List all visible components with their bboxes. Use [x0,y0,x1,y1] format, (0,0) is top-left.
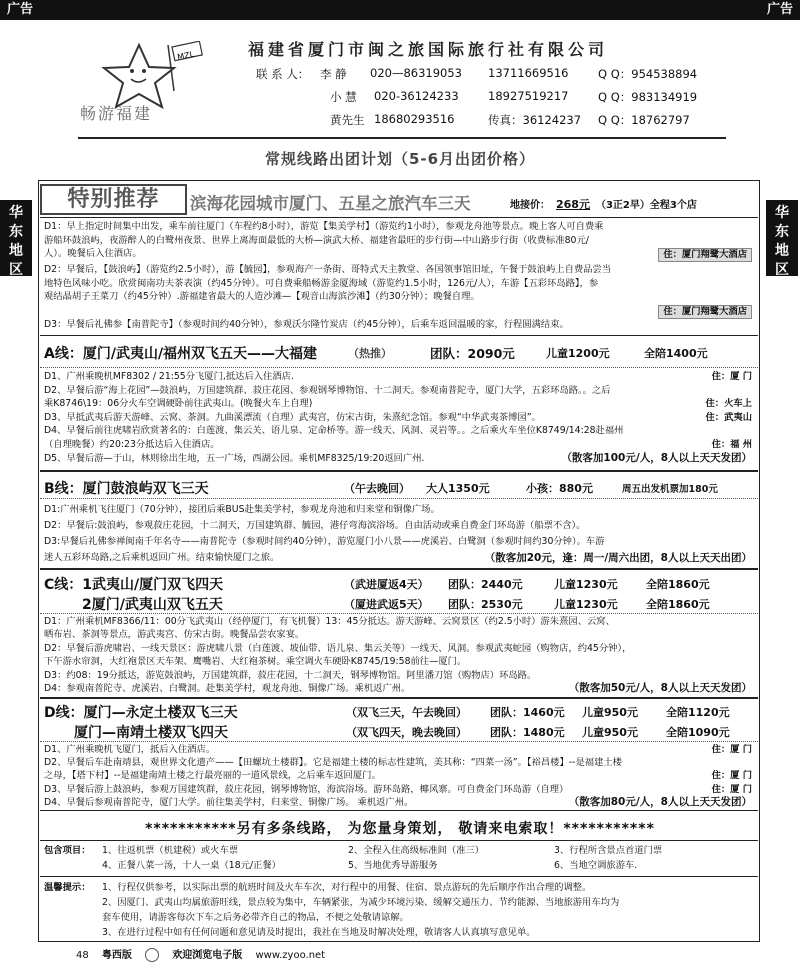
itinerary-text: D4、早餐后参观南普陀寺，厦门大学。前往集美学村，归来堂、铜像广场。 乘机返广州。 [44,796,414,808]
ad-label-left: 广告 [7,2,34,17]
line-b-note: 周五出发机票加180元 [622,484,718,495]
line-d-team-2: 团队：1480元 [490,726,565,739]
divider [40,697,758,699]
itinerary-note: （散客加100元/人，8人以上天天发团） [561,451,752,464]
line-b-header [44,478,718,498]
more-routes-banner: ***********另有多条线路， 为您量身策划， 敬请来电索取！*********** [145,821,655,837]
itinerary-text: 乘K8746\19：06分火车空调硬卧前往武夷山。(晚餐火车上自理) [44,398,313,410]
divider [40,613,758,614]
line-c-team-2: 团队：2530元 [448,598,523,611]
include-label: 包含项目： [44,845,91,856]
itinerary-row [44,452,756,466]
logo-text: 畅游福建 [80,104,153,123]
contact-tel: 18680293516 [374,112,455,126]
side-char: 东 [775,224,789,240]
contact-name: 黄先生 [330,113,365,127]
itinerary-row [44,397,756,411]
side-char: 区 [9,262,23,278]
itinerary-row [44,438,756,452]
line-c-header-2 [44,594,710,614]
line-d-header [44,702,730,722]
contact-qq: Q Q：954538894 [598,67,698,81]
line-c-name-1: C线：1武夷山/厦门双飞四天 [44,577,224,593]
line-d-header-2 [44,722,730,742]
side-char: 地 [775,243,789,259]
text-line: D2：早餐后，【鼓浪屿】（游览约2.5小时），游【毓园】，参观海产一条街、哥特式天主教堂、各国领事馆旧址，午餐于鼓浪屿上自费品尝当 [44,264,612,275]
itinerary-note: 住：厦 门 [711,770,752,782]
itinerary-note: 住：厦 门 [711,371,752,382]
edition-label: 粤西版 [101,950,132,961]
itinerary-row [44,502,756,518]
line-a-child: 儿童1200元 [546,347,610,360]
itinerary-note: （散客加80元/人，8人以上天天发团） [568,795,752,808]
itinerary-text: D2：早餐后游虎啸岩、一线天景区：游虎啸八景（白莲渡、坡仙带、语儿泉、集云关等）一线天、风洞。参观武夷蛇园（购物店，约45分钟）， [44,642,632,654]
itinerary-row [44,411,756,425]
itinerary-text: D3、早抵武夷后游天游峰、云窝、茶洞。九曲溪漂流（自理）武夷宫，仿宋古街，朱熹纪念馆。参观“中华武夷茶博园”。 [44,411,541,423]
itinerary-text: 晒布岩、茶洞等景点，游武夷宫、仿宋古街。晚餐品尝农家宴。 [44,629,305,641]
special-d2 [44,263,756,317]
company-name: 福建省厦门市闽之旅国际旅行社有限公司 [248,40,609,59]
page-title: 常规线路出团计划（5-6月出团价格） [264,150,536,168]
contact-tel: 020-36124233 [374,89,459,103]
line-d-rows [44,743,756,809]
divider [40,876,758,877]
itinerary-text: （自理晚餐）约20:23分抵达后入住酒店。 [44,438,220,450]
brand-circle-icon [145,948,159,962]
line-a-header [44,343,708,363]
itinerary-row [44,384,756,398]
tip-item: 1、行程仅供参考，以实际出票的航班时间及火车车次，对行程中的用餐、住宿、景点游玩的先后顺序作出合理的调整。 [102,882,592,893]
text-line: 人）。晚餐后入住酒店。 [44,248,142,260]
itinerary-text: D1、广州乘晚机MF8302 / 21:55分飞厦门,抵达后入住酒店. [44,371,294,382]
itinerary-row [44,550,756,566]
divider [40,568,758,570]
line-c-rows [44,615,756,695]
contact-name: 李 静 [320,67,347,81]
itinerary-row [44,518,756,534]
line-d-name-2: 厦门—南靖土楼双飞四天 [74,725,228,741]
text-line: D1：早上指定时间集中出发，乘车前往厦门（车程约8小时），游览【集美学村】（游览约1小时），参观龙舟池等景点。晚上客人可自费乘 [44,221,604,232]
special-title: 滨海花园城市厦门、五星之旅汽车三天 [190,194,471,213]
line-b-child: 小孩：880元 [526,482,593,495]
contact-fax: 传真：36124237 [488,113,582,127]
hotel-badge: 住：厦门翔鹭大酒店 [658,305,752,319]
itinerary-row [44,796,756,809]
line-b-tag: （午去晚回） [344,482,410,495]
itinerary-text: D3、早餐后游上鼓浪屿，参观万国建筑群，菽庄花园，钢琴博物馆，海滨浴场。游环岛路，椰风寨。可自费金门环岛游（自理） [44,783,569,795]
side-char: 东 [9,224,23,240]
price-tail: （3正2早）全程3个店 [595,200,697,211]
itinerary-text: 下午游水帘洞，大红袍景区天车架、鹰嘴岩、大红袍茶树。乘空调火车硬卧K8745/19:58前往—厦门。 [44,656,467,668]
line-d-team-1: 团队：1460元 [490,706,565,719]
itinerary-text: D1、广州乘晚机飞厦门，抵后入住酒店。 [44,744,216,755]
line-d-full-2: 全陪1090元 [666,726,730,739]
divider [40,741,758,742]
itinerary-text: D1:广州乘机飞往厦门（70分钟），接团后乘BUS赴集美学村，参观龙舟池和归来堂和铜像广场。 [44,504,440,515]
itinerary-note: 住：火车上 [705,398,752,410]
itinerary-text: 迷人五彩环岛路,之后乘机返回广州。结束愉快厦门之旅。 [44,552,280,563]
special-d3: D3：早餐后礼佛参【南普陀寺】（参观时间约40分钟），参观沃尔隆竹炭店（约45分钟），后乘车返回温暖的家，行程圆满结束。 [44,319,569,330]
ad-label-right: 广告 [766,2,793,17]
itinerary-note: （散客加50元/人，8人以上天天发团） [568,682,752,695]
contact-mobile: 18927519217 [488,89,569,103]
line-c-tag-1: （武进厦返4天） [344,578,429,591]
itinerary-row [44,615,756,628]
tip-item: 3、在进行过程中如有任何问题和意见请及时提出，我社在当地及时解决处理，敬请客人认真填写意见单。 [102,927,536,938]
itinerary-row [44,743,756,756]
line-d-child-2: 儿童950元 [582,726,638,739]
line-b-name: B线：厦门鼓浪屿双飞三天 [44,481,209,497]
price-value: 268元 [556,198,590,211]
itinerary-row [44,669,756,682]
special-badge: 特别推荐 [40,184,187,215]
line-a-tag: （热推） [348,347,392,360]
itinerary-text: D2：早餐后:鼓浪屿，参观菽庄花园，十二洞天，万国建筑群、毓园，港仔弯海滨浴场。自由活动或乘自费金门环岛游（船票不含）。 [44,520,586,531]
line-a-name: A线：厦门/武夷山/福州双飞五天——大福建 [44,346,318,362]
logo-badge: MZL [176,49,195,62]
itinerary-note: 住：武夷山 [705,411,752,423]
itinerary-row [44,370,756,384]
contact-tel: 020—86319053 [370,66,462,80]
itinerary-row [44,642,756,655]
contact-name: 小 慧 [330,90,357,104]
itinerary-text: D4：参观南普陀寺、虎溪岩、白鹭洞。赴集美学村，观龙舟池、铜像广场。乘机返广州。 [44,683,411,695]
line-a-team: 团队：2090元 [430,346,515,361]
line-d-full-1: 全陪1120元 [666,706,730,719]
line-b-team: 大人1350元 [426,482,490,495]
include-item: 1、往返机票（机建税）或火车票 [102,845,239,856]
line-d-name-1: D线：厦门—永定土楼双飞三天 [44,705,238,721]
side-char: 华 [775,205,789,221]
itinerary-text: D3：约08：19分抵达，游览鼓浪屿，万国建筑群，菽庄花园，十二洞天，钢琴博物馆。阿里潘刀馆（购物店）环岛路。 [44,669,537,681]
tips-label: 温馨提示： [44,882,91,893]
side-char: 华 [9,205,23,221]
side-char: 地 [9,243,23,259]
itinerary-text: D4、早餐后前往虎啸岩欣赏著名的：白莲渡、集云关、语儿泉、定命桥等。游一线天、风洞、灵岩等。。之后乘火车坐位K8749/14:28赴福州 [44,425,624,437]
itinerary-row [44,628,756,641]
line-a-full: 全陪1400元 [644,347,708,360]
tip-item: 2、因厦门、武夷山均属旅游旺线，景点较为集中，车辆紧张，为减少环境污染、缓解交通压力、节约能源、当地旅游用车均为 [102,897,620,908]
divider [40,470,758,472]
side-char: 区 [775,262,789,278]
include-item: 4、正餐八菜一汤，十人一桌（18元/正餐） [102,860,281,871]
page-footer [76,946,335,962]
text-line: 地特色风味小吃。欣赏闽南功夫茶表演（约45分钟）。可自费乘船畅游金厦海域（游览约1.5小时，126元/人），车游【五彩环岛路】，参 [44,277,599,289]
divider [40,367,758,368]
include-item: 3、行程所含景点首道门票 [554,845,663,856]
itinerary-text: D3:早餐后礼佛参禅闽南千年名寺——南普陀寺（参观时间约40分钟），游览厦门小八景——虎溪岩、白鹭洞（参观时间约30分钟）。车游 [44,536,605,547]
price-label: 地接价： [510,200,550,211]
side-tab-left [0,200,32,276]
itinerary-text: D2、早餐后游“海上花园”—鼓浪屿，万国建筑群、菽庄花园、参观钢琴博物馆、十二洞天。参观南普陀寺，厦门大学，五彩环岛路。。之后 [44,384,611,396]
itinerary-row [44,756,756,769]
line-c-tag-2: （厦进武返5天） [344,598,429,611]
line-d-child-1: 儿童950元 [582,706,638,719]
itinerary-text: 之母，【塔下村】--是福建南靖土楼之行最亮丽的一道风景线，之后乘车返回厦门。 [44,770,381,782]
line-d-tag-2: （双飞四天，晚去晚回） [346,726,467,739]
contact-mobile: 13711669516 [488,66,569,80]
itinerary-text: D2、早餐后车赴南靖县，观世界文化遗产——【田螺坑土楼群】。它是福建土楼的标志性建筑，美其称：“四菜一汤”。【裕昌楼】--是福建土楼 [44,757,622,769]
line-c-team-1: 团队：2440元 [448,578,523,591]
itinerary-row [44,655,756,668]
itinerary-row [44,424,756,438]
include-item: 5、当地优秀导游服务 [348,860,438,871]
line-c-header [44,574,710,594]
side-tab-right [766,200,798,276]
line-c-name-2: 2厦门/武夷山双飞五天 [82,597,223,613]
divider [40,840,758,841]
page-number: 48 [76,950,89,961]
divider [40,810,758,811]
line-b-rows [44,502,756,566]
itinerary-row [44,534,756,550]
line-a-rows [44,370,756,465]
welcome-text: 欢迎浏览电子版 [172,950,243,961]
divider [40,217,758,218]
itinerary-note: 住：福 州 [711,438,752,450]
include-item: 6、当地空调旅游车. [554,860,638,871]
hotel-badge: 住：厦门翔鹭大酒店 [658,248,752,262]
special-price [510,196,697,212]
contact-qq: Q Q：983134919 [598,90,698,104]
line-c-child-1: 儿童1230元 [554,578,618,591]
itinerary-text: D5、早餐后游—于山，林则徐出生地，五一广场，西湖公园。乘机MF8325/19:20返回广州. [44,452,425,464]
divider [40,498,758,499]
top-ad-bar [0,0,800,20]
itinerary-note: 住：厦 门 [711,744,752,755]
tip-item: 套车使用，请游客每次下车之后务必带齐自己的物品，不便之处敬请谅解。 [102,912,409,923]
divider [40,335,758,336]
contact-label: 联 系 人： [256,67,310,81]
site-url[interactable]: www.zyoo.net [255,950,326,961]
text-line: 观结晶胡子王菜刀（约45分钟）.游福建省最大的人造沙滩—【观音山海滨沙滩】（约30分钟）；晚餐自理。 [44,291,480,303]
line-c-full-2: 全陪1860元 [646,598,710,611]
itinerary-note: 住：厦 门 [711,783,752,795]
line-d-tag-1: （双飞三天，午去晚回） [346,706,467,719]
text-line: 游船环鼓浪屿，夜游醉人的白鹭州夜景、世界上离海面最低的大桥—演武大桥、福建省最旺的步行街—中山路步行街（收费标准80元/ [44,234,589,246]
include-item: 2、全程入住高级标准间（准三） [348,845,485,856]
itinerary-row [44,682,756,695]
company-header [78,27,726,139]
line-c-child-2: 儿童1230元 [554,598,618,611]
itinerary-row [44,769,756,782]
itinerary-row [44,783,756,796]
line-c-full-1: 全陪1860元 [646,578,710,591]
itinerary-text: D1：广州乘机MF8366/11：00分飞武夷山（经停厦门，有飞机餐）13：45分抵达。游天游峰、云窝景区（约2.5小时）游朱熹园、云窝、 [44,616,615,627]
special-d1 [44,220,756,261]
contact-qq: Q Q：18762797 [598,113,690,127]
itinerary-note: （散客加20元，逢：周一/周六出团，8人以上天天出团） [484,552,752,564]
